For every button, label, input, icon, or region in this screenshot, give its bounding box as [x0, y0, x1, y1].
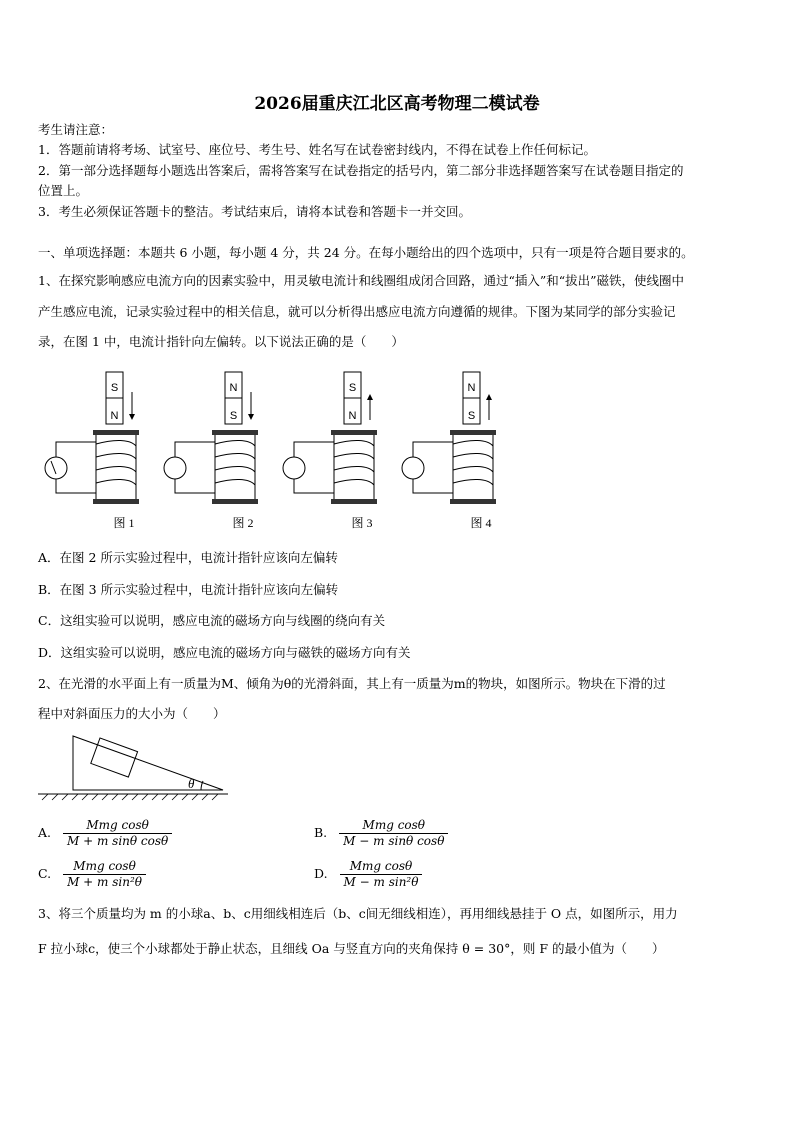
question-1-text: 1、在探究影响感应电流方向的因素实验中，用灵敏电流计和线圈组成闭合回路，通过“插入”和“拔出”磁铁，使线圈中 [38, 273, 685, 288]
angle-label: θ [188, 776, 195, 791]
numerator: Mmg cosθ [63, 818, 172, 834]
option-b [314, 818, 448, 849]
denominator: M + m sinθ cosθ [67, 834, 169, 848]
magnet-bottom-pole: N [348, 410, 357, 422]
coil-diagram [157, 362, 277, 537]
notice-item: 位置上。 [38, 183, 89, 198]
option-c [38, 859, 146, 890]
magnet-top-pole: S [348, 382, 357, 394]
magnet-top-pole: S [110, 382, 119, 394]
numerator: Mmg cosθ [63, 859, 146, 875]
coil-diagram [395, 362, 515, 537]
notice-item: 2．第一部分选择题每小题选出答案后，需将答案写在试卷指定的括号内，第二部分非选择题答案写在试卷题目指定的 [38, 163, 684, 178]
magnet-top-pole: N [467, 382, 476, 394]
denominator: M + m sin²θ [67, 875, 143, 889]
option-a: A．在图 2 所示实验过程中，电流计指针应该向左偏转 [38, 550, 338, 565]
fraction [339, 818, 448, 849]
notice-item: 3．考生必须保证答题卡的整洁。考试结束后，请将本试卷和答题卡一并交回。 [38, 204, 471, 219]
option-letter: B. [314, 825, 328, 840]
denominator: M − m sin²θ [343, 875, 419, 889]
option-a [38, 818, 172, 849]
figure-caption: 图 2 [232, 516, 254, 530]
denominator: M − m sinθ cosθ [343, 834, 445, 848]
option-b: B．在图 3 所示实验过程中，电流计指针应该向左偏转 [38, 582, 339, 597]
option-d [314, 859, 422, 890]
notice-header: 考生请注意： [38, 122, 114, 137]
question-1-text: 录，在图 1 中，电流计指针向左偏转。以下说法正确的是（ ） [38, 334, 404, 349]
section-heading: 一、单项选择题：本题共 6 小题，每小题 4 分，共 24 分。在每小题给出的四个选项中，只有一项是符合题目要求的。 [38, 245, 694, 260]
option-letter: C. [38, 866, 52, 881]
coil-figure [276, 362, 396, 537]
page-title: 2026届重庆江北区高考物理二模试卷 [254, 94, 540, 114]
option-c: C．这组实验可以说明，感应电流的磁场方向与线圈的绕向有关 [38, 613, 386, 628]
magnet-bottom-pole: N [110, 410, 119, 422]
magnet-bottom-pole: S [467, 410, 476, 422]
figure-caption: 图 4 [470, 516, 492, 530]
fraction [63, 859, 146, 890]
figure-caption: 图 1 [113, 516, 135, 530]
option-d: D．这组实验可以说明，感应电流的磁场方向与磁铁的磁场方向有关 [38, 645, 411, 660]
numerator: Mmg cosθ [340, 859, 423, 875]
fraction [340, 859, 423, 890]
incline-diagram [38, 730, 238, 805]
fraction [63, 818, 172, 849]
numerator: Mmg cosθ [339, 818, 448, 834]
magnet-bottom-pole: S [229, 410, 238, 422]
incline-figure [38, 730, 238, 805]
question-2-text: 2、在光滑的水平面上有一质量为M、倾角为θ的光滑斜面，其上有一质量为m的物块，如图所示。物块在下滑的过 [38, 676, 666, 691]
question-1-text: 产生感应电流，记录实验过程中的相关信息，就可以分析得出感应电流方向遵循的规律。下图为某同学的部分实验记 [38, 304, 676, 319]
magnet-top-pole: N [229, 382, 238, 394]
notice-item: 1．答题前请将考场、试室号、座位号、考生号、姓名写在试卷密封线内，不得在试卷上作任何标记。 [38, 142, 596, 157]
coil-figure [395, 362, 515, 537]
option-letter: A. [38, 825, 52, 840]
question-3-text: 3、将三个质量均为 m 的小球a、b、c用细线相连后（b、c间无细线相连），再用细线悬挂于 O 点，如图所示，用力 [38, 906, 678, 921]
coil-diagram [38, 362, 158, 537]
coil-figure [38, 362, 158, 537]
coil-figure [157, 362, 277, 537]
question-2-text: 程中对斜面压力的大小为（ ） [38, 706, 226, 721]
option-letter: D. [314, 866, 328, 881]
question-3-text: F 拉小球c，使三个小球都处于静止状态，且细线 Oa 与竖直方向的夹角保持 θ = 30°，则 F 的最小值为（ ） [38, 941, 665, 956]
figure-caption: 图 3 [351, 516, 373, 530]
coil-diagram [276, 362, 396, 537]
